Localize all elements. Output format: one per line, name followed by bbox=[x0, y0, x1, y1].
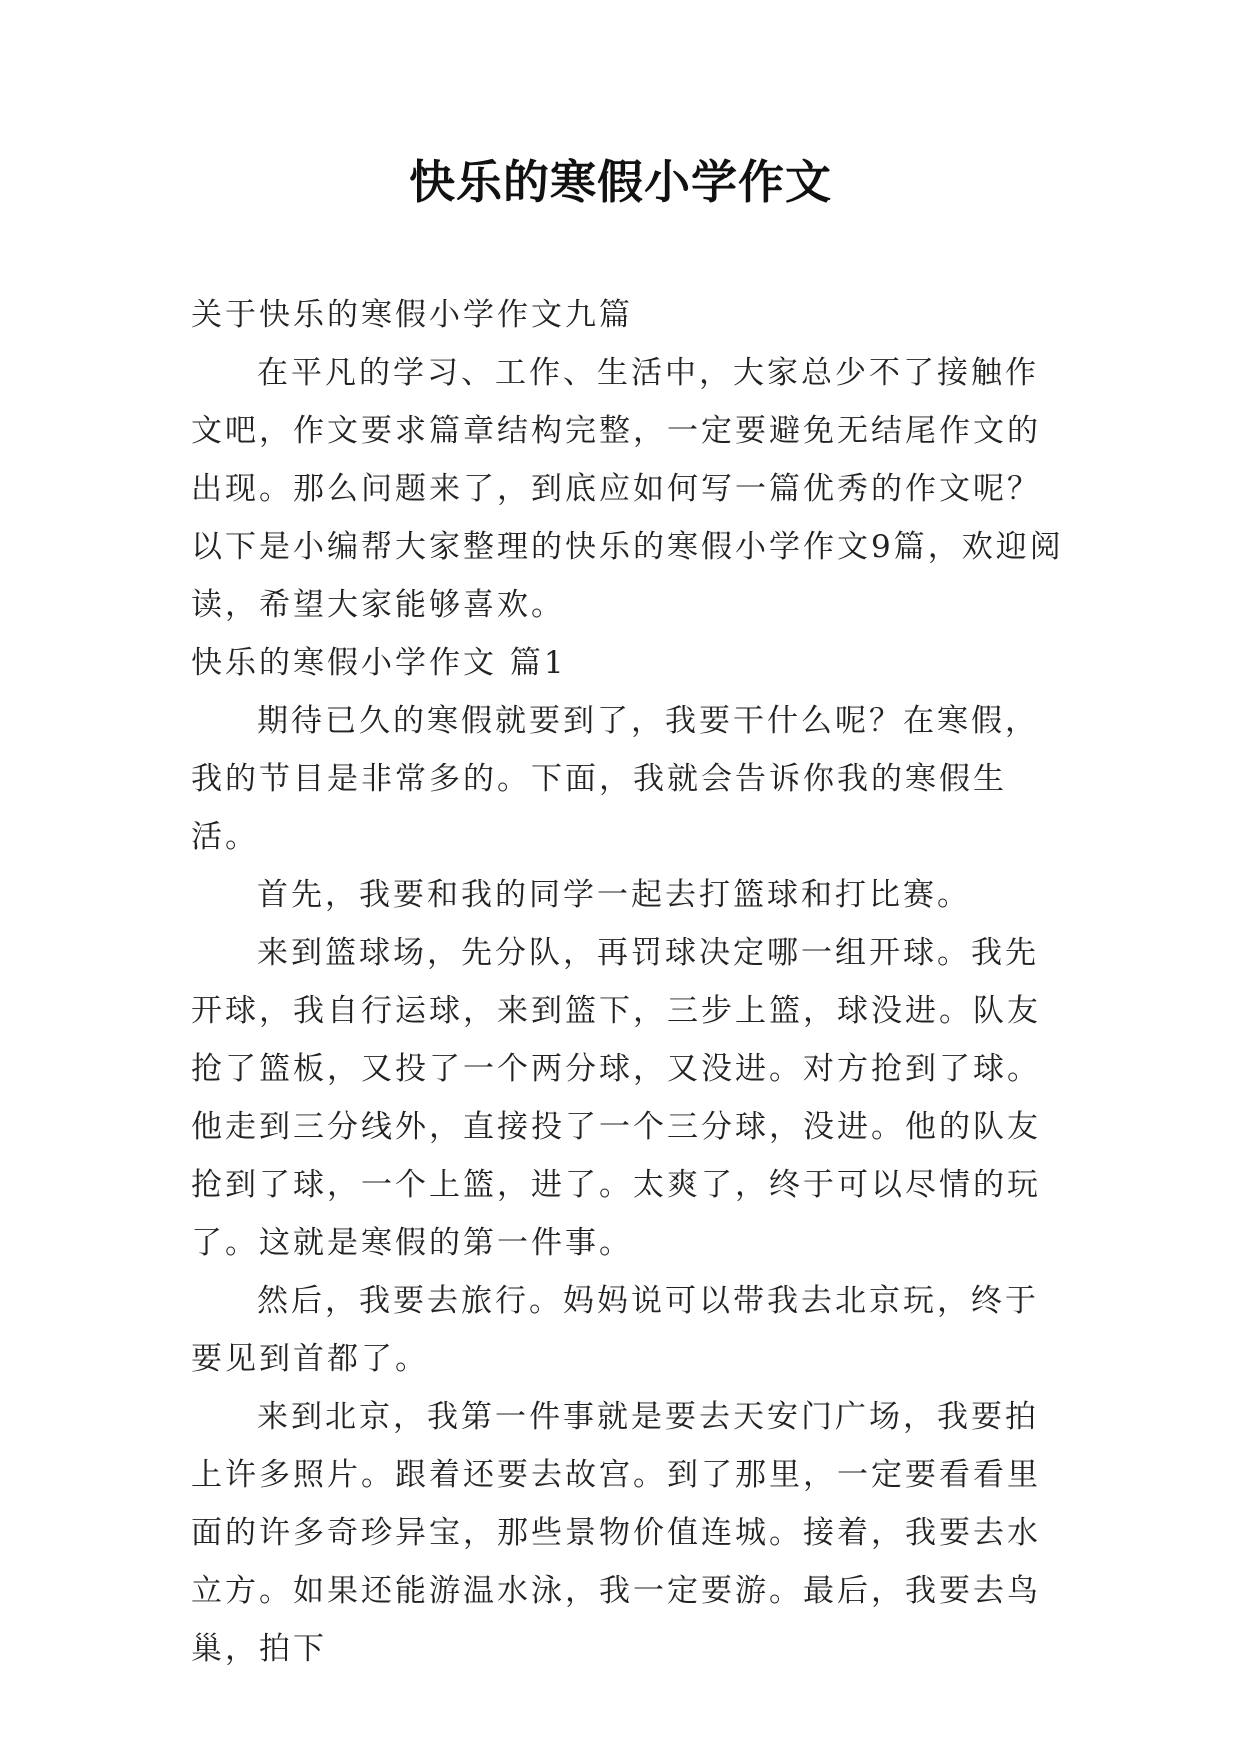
body-paragraph: 首先，我要和我的同学一起去打篮球和打比赛。 bbox=[257, 877, 971, 913]
document-body bbox=[191, 286, 1071, 1678]
document-title: 快乐的寒假小学作文 bbox=[409, 155, 832, 209]
intro-heading: 关于快乐的寒假小学作文九篇 bbox=[191, 297, 633, 333]
body-paragraph: 来到北京，我第一件事就是要去天安门广场，我要拍上许多照片。跟着还要去故宫。到了那里，一定要看看里面的许多奇珍异宝，那些景物价值连城。接着，我要去水立方。如果还能游温水泳，我一定要游。最后，我要去鸟巢，拍下 bbox=[191, 1399, 1041, 1667]
section-heading: 快乐的寒假小学作文 篇1 bbox=[191, 645, 567, 681]
body-paragraph: 来到篮球场，先分队，再罚球决定哪一组开球。我先开球，我自行运球，来到篮下，三步上篮，球没进。队友抢了篮板，又投了一个两分球，又没进。对方抢到了球。他走到三分线外，直接投了一个三分球，没进。他的队友抢到了球，一个上篮，进了。太爽了，终于可以尽情的玩了。这就是寒假的第一件事。 bbox=[191, 935, 1041, 1261]
body-paragraph: 然后，我要去旅行。妈妈说可以带我去北京玩，终于要见到首都了。 bbox=[191, 1283, 1039, 1377]
body-paragraph: 期待已久的寒假就要到了，我要干什么呢？在寒假，我的节目是非常多的。下面，我就会告诉你我的寒假生活。 bbox=[191, 703, 1039, 855]
intro-paragraph: 在平凡的学习、工作、生活中，大家总少不了接触作文吧，作文要求篇章结构完整，一定要避免无结尾作文的出现。那么问题来了，到底应如何写一篇优秀的作文呢？以下是小编帮大家整理的快乐的寒假小学作文9篇，欢迎阅读，希望大家能够喜欢。 bbox=[191, 355, 1064, 623]
